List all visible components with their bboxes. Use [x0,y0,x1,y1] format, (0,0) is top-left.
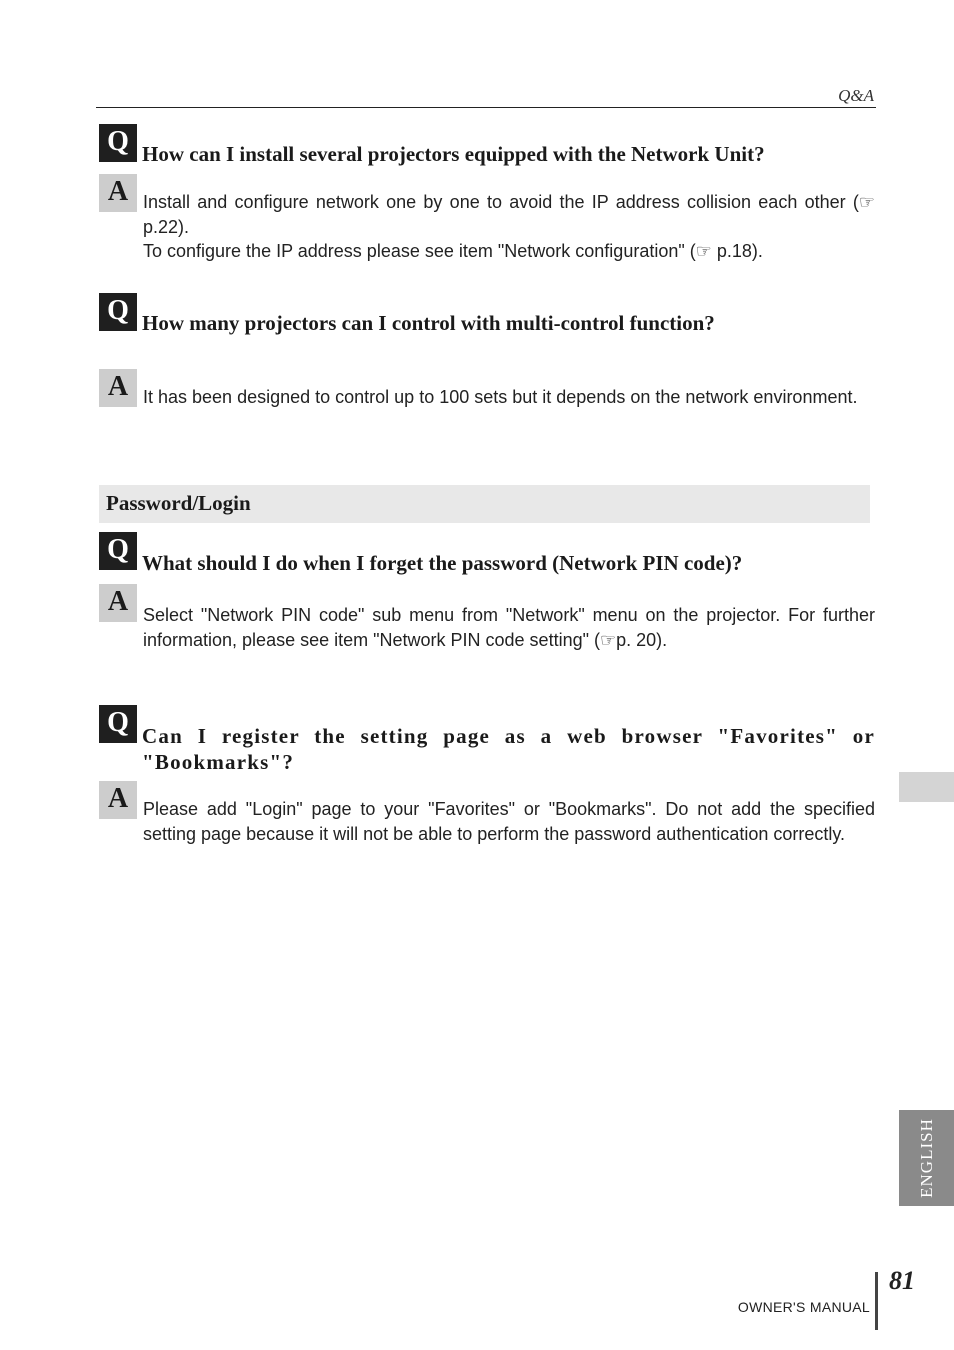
page-number: 81 [889,1266,915,1295]
section-header-bar [99,485,870,523]
question-text: Can I register the setting page as a web browser "Favorites" or "Bookmarks"? [142,724,875,774]
answer-paragraph: Select "Network PIN code" sub menu from "Network" menu on the projector. For further information, please see item "Network PIN code setting" (☞p. 20). [143,605,875,650]
question-text: How many projectors can I control with multi-control function? [142,311,715,335]
answer-text [143,603,875,652]
footer-manual-label: OWNER'S MANUAL [737,1299,870,1315]
answer-text [143,385,875,410]
answer-paragraph: Install and configure network one by one to avoid the IP address collision each other (☞ p.22). [143,192,875,237]
question-badge: Q [99,532,137,570]
footer-divider [875,1272,878,1330]
answer-badge: A [99,781,137,819]
answer-paragraph: Please add "Login" page to your "Favorites" or "Bookmarks". Do not add the specified setting page because it will not be able to perform the password authentication correctly. [143,799,875,844]
answer-badge: A [99,584,137,622]
answer-text [143,190,875,264]
question-badge: Q [99,293,137,331]
answer-badge: A [99,174,137,212]
question-badge: Q [99,124,137,162]
header-section-label: Q&A [838,86,874,105]
language-label: ENGLISH [916,1118,936,1198]
answer-paragraph: To configure the IP address please see item "Network configuration" (☞ p.18). [143,241,763,261]
question-badge: Q [99,705,137,743]
section-title: Password/Login [106,491,251,515]
answer-badge: A [99,369,137,407]
language-tab [899,1110,954,1206]
header-divider [96,107,876,108]
answer-text [143,797,875,846]
answer-paragraph: It has been designed to control up to 100 sets but it depends on the network environment. [143,387,858,407]
chapter-tab [899,772,954,802]
question-text: What should I do when I forget the password (Network PIN code)? [142,551,743,575]
question-text: How can I install several projectors equipped with the Network Unit? [142,142,765,166]
